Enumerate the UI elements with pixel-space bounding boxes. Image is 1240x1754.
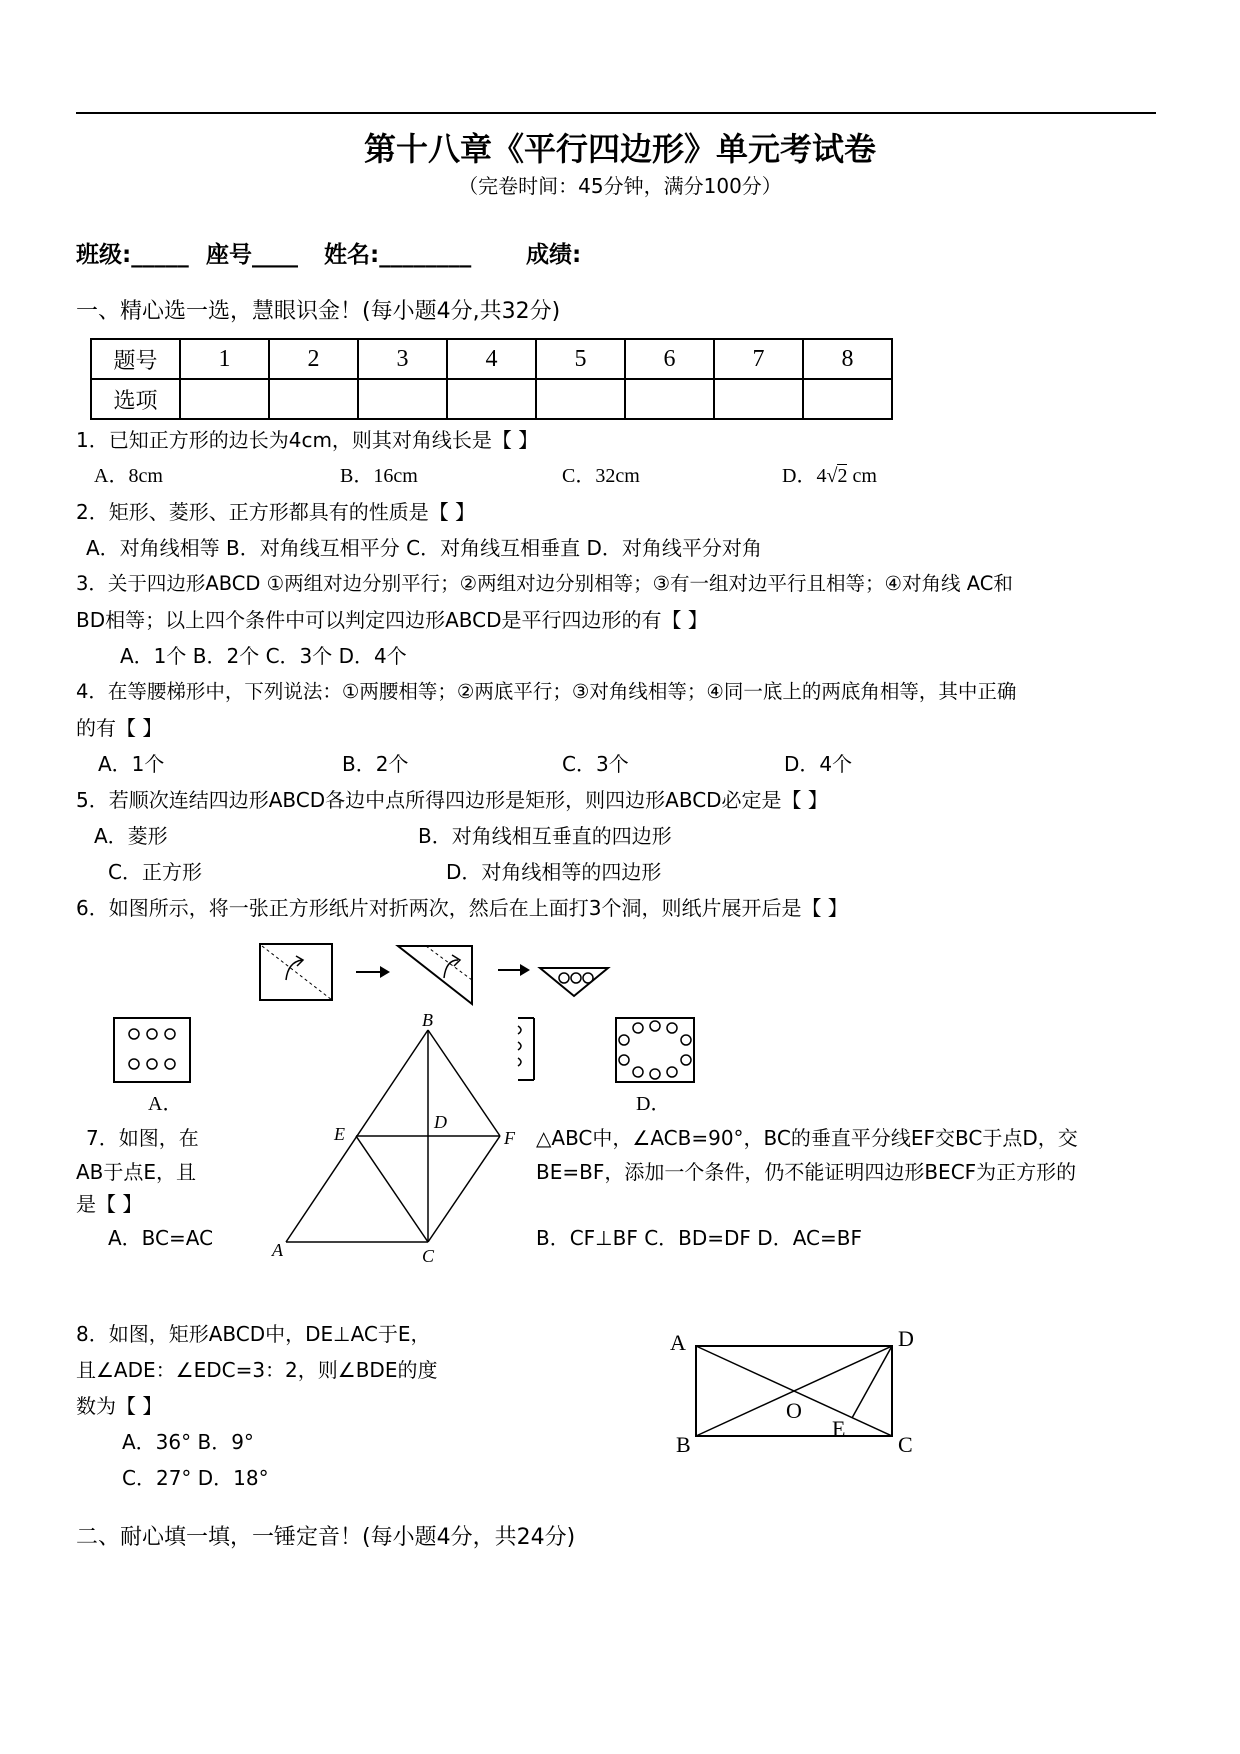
q8-label-d: D: [898, 1326, 914, 1351]
q7-left-line3: 是【 】: [76, 1192, 143, 1216]
arrow-right-icon: [498, 964, 530, 976]
q1-option-a: A．8cm: [94, 465, 163, 487]
q8-rectangle-figure: [670, 1326, 914, 1457]
table-number: 4: [447, 339, 536, 379]
q8-label-o: O: [786, 1398, 802, 1423]
q7-option-a: A．BC=AC: [108, 1226, 214, 1250]
q7-geometry-figure: [271, 1010, 516, 1266]
q8-line3: 数为【 】: [76, 1394, 163, 1418]
class-label: 班级:_____: [76, 242, 189, 268]
seat-label: 座号____: [206, 242, 298, 268]
table-number: 1: [180, 339, 269, 379]
q8-options-ab: A．36° B．9°: [122, 1430, 254, 1454]
q6-option-d-figure: [616, 1018, 694, 1082]
q7-left-line2: AB于点E，且: [76, 1160, 197, 1184]
q5-stem: 5．若顺次连结四边形ABCD各边中点所得四边形是矩形，则四边形ABCD必定是【 】: [76, 788, 828, 812]
q7-left-line1: 7．如图，在: [86, 1126, 199, 1150]
q7-label-a: A: [272, 1240, 283, 1260]
q7-label-e: E: [334, 1124, 345, 1144]
q3-line2: BD相等；以上四个条件中可以判定四边形ABCD是平行四边形的有【 】: [76, 608, 708, 632]
q6-stem: 6．如图所示，将一张正方形纸片对折两次，然后在上面打3个洞，则纸片展开后是【 】: [76, 896, 848, 920]
table-number: 3: [358, 339, 447, 379]
folding-step-triangle: [398, 946, 472, 1004]
table-row1-label: 题号: [91, 339, 180, 379]
q8-options-cd: C．27° D．18°: [122, 1466, 269, 1490]
q8-label-e: E: [832, 1416, 846, 1441]
section1-heading: 一、精心选一选，慧眼识金！(每小题4分,共32分): [76, 299, 561, 324]
q4-option-d: D．4个: [784, 752, 853, 776]
section2-heading: 二、耐心填一填，一锤定音！(每小题4分，共24分): [76, 1525, 576, 1550]
q1-d-root: 2: [837, 465, 848, 487]
folding-step-punched: [540, 968, 608, 996]
q8-label-c: C: [898, 1432, 913, 1457]
score-label: 成绩:: [526, 242, 582, 268]
sqrt-icon: √: [826, 465, 838, 487]
table-number: 6: [625, 339, 714, 379]
q6-option-d-label: D．: [636, 1093, 671, 1115]
table-number: 5: [536, 339, 625, 379]
table-number: 2: [269, 339, 358, 379]
name-label: 姓名:________: [324, 242, 472, 268]
arrow-right-icon: [356, 966, 390, 978]
q7-label-b: B: [422, 1010, 433, 1030]
q2-stem: 2．矩形、菱形、正方形都具有的性质是【 】: [76, 500, 476, 524]
q7-label-c: C: [422, 1246, 435, 1266]
q5-option-b: B．对角线相互垂直的四边形: [418, 824, 672, 848]
q5-option-a: A．菱形: [94, 824, 168, 848]
q1-stem: 1．已知正方形的边长为4cm，则其对角线长是【 】: [76, 428, 539, 452]
q4-line1: 4．在等腰梯形中，下列说法：①两腰相等；②两底平行；③对角线相等；④同一底上的两底角相等，其中正确: [76, 680, 1017, 703]
q5-option-d: D．对角线相等的四边形: [446, 860, 662, 884]
q7-right-line1: △ABC中，∠ACB=90°，BC的垂直平分线EF交BC于点D，交: [536, 1126, 1078, 1150]
q1-d-unit: cm: [847, 465, 877, 487]
q7-right-line2: BE=BF，添加一个条件，仍不能证明四边形BECF为正方形的: [536, 1160, 1077, 1184]
q3-options: A．1个 B．2个 C．3个 D．4个: [120, 644, 407, 668]
q6-option-a-label: A．: [148, 1093, 183, 1115]
table-number: 8: [803, 339, 892, 379]
q8-line1: 8．如图，矩形ABCD中，DE⊥AC于E，: [76, 1322, 431, 1346]
q3-line1: 3．关于四边形ABCD ①两组对边分别平行；②两组对边分别相等；③有一组对边平行且相等；④对角线 AC和: [76, 572, 1013, 595]
q2-options: A．对角线相等 B．对角线互相平分 C．对角线互相垂直 D．对角线平分对角: [86, 536, 762, 560]
q1-option-b: B．16cm: [340, 465, 418, 487]
q8-line2: 且∠ADE：∠EDC=3：2，则∠BDE的度: [76, 1358, 438, 1382]
q4-line2: 的有【 】: [76, 716, 163, 740]
q8-label-a: A: [670, 1330, 686, 1355]
q6-option-a-figure: [114, 1018, 190, 1082]
table-row2-label: 选项: [91, 379, 180, 419]
q1-option-c: C．32cm: [562, 465, 640, 487]
q4-option-a: A．1个: [98, 752, 165, 776]
q7-label-d: D: [434, 1112, 447, 1132]
exam-subtitle: （完卷时间：45分钟，满分100分）: [458, 174, 782, 198]
page-title: 第十八章《平行四边形》单元考试卷: [363, 130, 876, 168]
q4-option-b: B．2个: [342, 752, 409, 776]
q5-option-c: C．正方形: [108, 860, 202, 884]
q1-d-prefix: D．4: [782, 465, 827, 487]
q7-other-options: B．CF⊥BF C．BD=DF D．AC=BF: [536, 1226, 862, 1250]
q4-option-c: C．3个: [562, 752, 629, 776]
q8-label-b: B: [676, 1432, 691, 1457]
q6-option-c-figure: [518, 1018, 534, 1080]
q7-label-f: F: [504, 1128, 515, 1148]
table-number: 7: [714, 339, 803, 379]
folding-step-square: [260, 944, 332, 1000]
